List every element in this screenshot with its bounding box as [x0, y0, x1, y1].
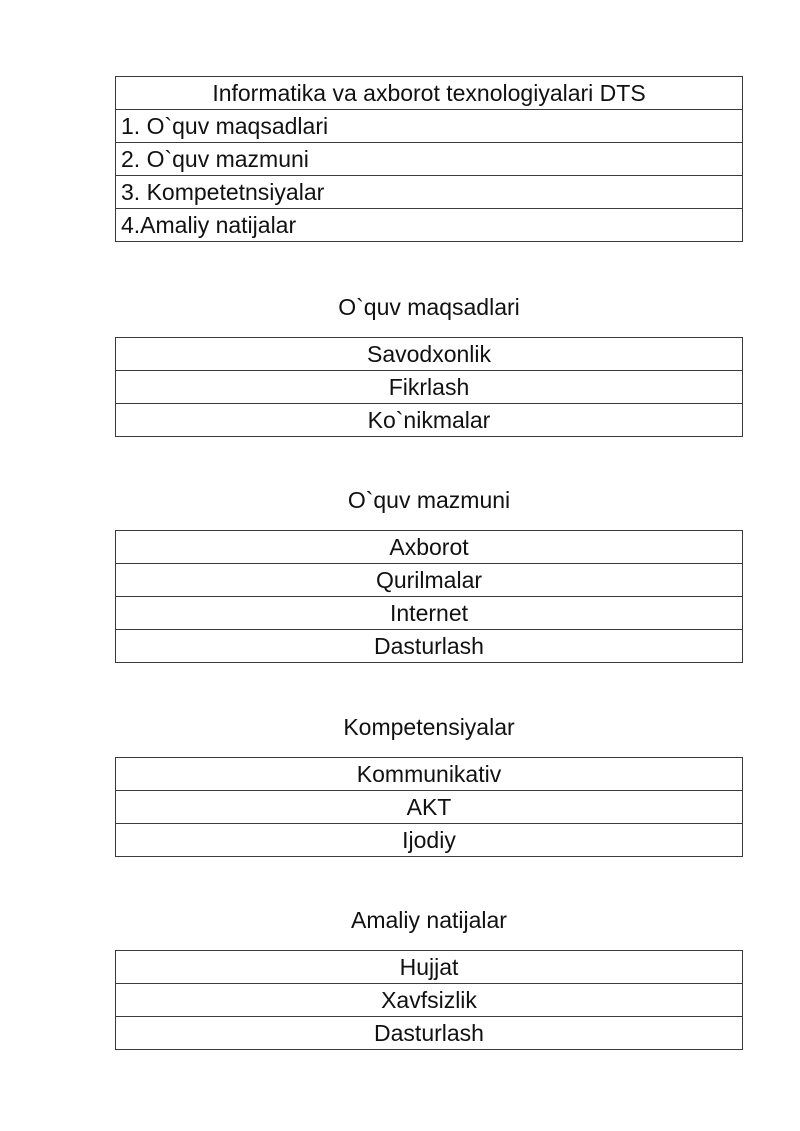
section-heading-kompetensiyalar: Kompetensiyalar — [343, 714, 515, 740]
section-heading-oquv-mazmuni: O`quv mazmuni — [347, 487, 511, 513]
table-row — [116, 371, 743, 404]
table-cell: Dasturlash — [116, 1017, 743, 1050]
dts-row-oquv-mazmuni: 2. O`quv mazmuni — [116, 143, 743, 176]
table-row — [116, 209, 743, 242]
table-cell: Dasturlash — [116, 630, 743, 663]
table-row — [116, 404, 743, 437]
table-row — [116, 597, 743, 630]
table-row — [116, 338, 743, 371]
table-row — [116, 791, 743, 824]
dts-row-amaliy-natijalar: 4.Amaliy natijalar — [116, 209, 743, 242]
table-row — [116, 143, 743, 176]
oquv-maqsadlari-table — [115, 337, 743, 437]
table-row — [116, 758, 743, 791]
oquv-mazmuni-table — [115, 530, 743, 663]
table-cell: Kommunikativ — [116, 758, 743, 791]
table-row — [116, 110, 743, 143]
table-cell: Fikrlash — [116, 371, 743, 404]
table-cell: Ko`nikmalar — [116, 404, 743, 437]
section-heading-amaliy-natijalar: Amaliy natijalar — [351, 907, 507, 933]
table-cell: Hujjat — [116, 951, 743, 984]
table-row — [116, 951, 743, 984]
table-row — [116, 1017, 743, 1050]
section-heading-oquv-maqsadlari: O`quv maqsadlari — [338, 294, 520, 320]
dts-table-title: Informatika va axborot texnologiyalari DTS — [116, 77, 743, 110]
table-cell: Savodxonlik — [116, 338, 743, 371]
dts-row-kompetensiyalar: 3. Kompetetnsiyalar — [116, 176, 743, 209]
table-cell: AKT — [116, 791, 743, 824]
dts-overview-table — [115, 76, 743, 242]
table-cell: Internet — [116, 597, 743, 630]
table-row — [116, 176, 743, 209]
table-row — [116, 564, 743, 597]
table-cell: Axborot — [116, 531, 743, 564]
table-row — [116, 531, 743, 564]
kompetensiyalar-table — [115, 757, 743, 857]
dts-row-oquv-maqsadlari: 1. O`quv maqsadlari — [116, 110, 743, 143]
amaliy-natijalar-table — [115, 950, 743, 1050]
table-row — [116, 77, 743, 110]
table-row — [116, 984, 743, 1017]
table-cell: Xavfsizlik — [116, 984, 743, 1017]
table-cell: Ijodiy — [116, 824, 743, 857]
table-row — [116, 630, 743, 663]
table-row — [116, 824, 743, 857]
table-cell: Qurilmalar — [116, 564, 743, 597]
